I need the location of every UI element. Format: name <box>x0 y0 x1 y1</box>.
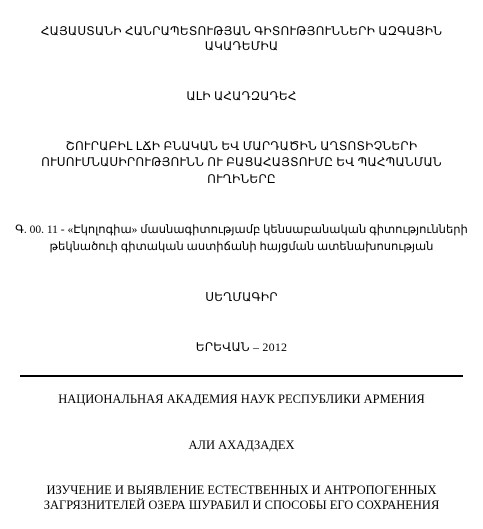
russian-institution: НАЦИОНАЛЬНАЯ АКАДЕМИЯ НАУК РЕСПУБЛИКИ АРМЕНИЯ <box>58 392 425 406</box>
armenian-institution-line-1: ՀԱՅԱՍՏԱՆԻ ՀԱՆՐԱՊԵՏՈՒԹՅԱՆ ԳԻՏՈՒԹՅՈՒՆՆԵՐԻ ԱԶԳԱՅԻՆ <box>40 24 443 38</box>
russian-author: АЛИ АХАДЗАДЕХ <box>188 438 295 452</box>
armenian-author: ԱԼԻ ԱՀԱԴԶԱԴԵՀ <box>186 89 297 103</box>
armenian-document-type: ՍԵՂՄԱԳԻՐ <box>205 290 278 304</box>
armenian-title-line-2: ՈՒՍՈՒՄՆԱՍԻՐՈՒԹՅՈՒՆՆ ՈՒ ԲԱՑԱՀԱՅՏՈՒՄԸ ԵՎ ՊԱՀՊԱՆՄԱՆ <box>41 155 442 169</box>
armenian-title-line-1: ՇՈՒՐԱԲԻԼ ԼՃԻ ԲՆԱԿԱՆ ԵՎ ՄԱՐԴԱԾԻՆ ԱՂՏՈՏԻՉՆԵՐԻ <box>65 139 418 153</box>
armenian-institution-line-2: ԱԿԱԴԵՄԻԱ <box>204 39 279 53</box>
armenian-title-line-3: ՈՒՂԻՆԵՐԸ <box>207 172 276 186</box>
armenian-specialty-line-2: թեկնածուի գիտական աստիճանի հայցման ատենախոսության <box>49 241 434 253</box>
russian-title-line-1: ИЗУЧЕНИЕ И ВЫЯВЛЕНИЕ ЕСТЕСТВЕННЫХ И АНТРОПОГЕННЫХ <box>46 483 437 497</box>
russian-title-line-2: ЗАГРЯЗНИТЕЛЕЙ ОЗЕРА ШУРАБИЛ И СПОСОБЫ ЕГО СОХРАНЕНИЯ <box>43 498 440 512</box>
section-divider <box>20 375 463 377</box>
armenian-place-year: ԵՐԵՎԱՆ – 2012 <box>195 340 288 354</box>
armenian-specialty-line-1: Գ. 00. 11 - «Էկոլոգիա» մասնագիտությամբ կենսաբանական գիտությունների <box>15 224 468 236</box>
